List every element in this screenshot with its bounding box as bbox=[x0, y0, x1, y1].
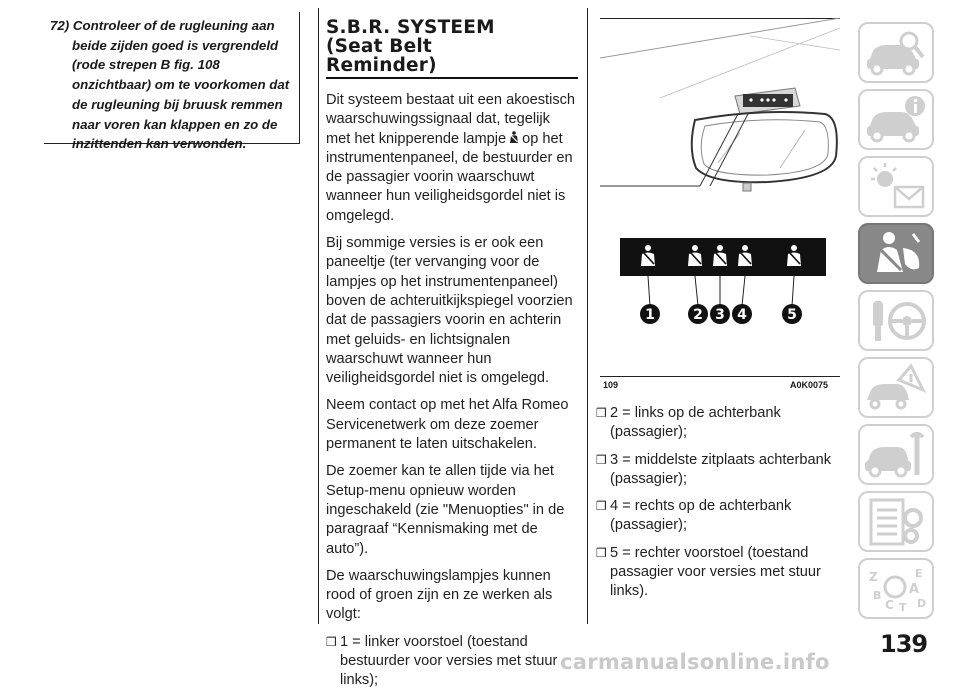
paragraph-intro bbox=[326, 91, 578, 226]
list-item bbox=[326, 633, 578, 691]
svg-text:C: C bbox=[885, 597, 894, 612]
list-item bbox=[596, 404, 846, 443]
list-item-text: 5 = rechter voorstoel (toestand passagier voor versies met stuur links). bbox=[610, 544, 821, 600]
right-column bbox=[596, 404, 846, 610]
list-item bbox=[596, 544, 846, 602]
callout-3: 3 bbox=[715, 307, 725, 323]
figure-code: A0K0075 bbox=[790, 380, 829, 390]
list-item-text: 2 = links op de achterbank (passagier); bbox=[610, 405, 781, 441]
bullet-icon: ❒ bbox=[596, 452, 607, 467]
callout-2: 2 bbox=[693, 307, 703, 323]
chapter-tab-car-info[interactable] bbox=[858, 89, 934, 150]
chapter-tab-car-service[interactable] bbox=[858, 424, 934, 485]
column-divider-right bbox=[587, 8, 588, 624]
section-title-line1: S.B.R. SYSTEEM bbox=[326, 17, 495, 38]
car-service-icon bbox=[863, 429, 929, 481]
svg-text:B: B bbox=[873, 588, 882, 602]
chapter-tab-key-steering[interactable] bbox=[858, 290, 934, 351]
specifications-icon bbox=[863, 496, 929, 548]
figure-bottom-rule bbox=[600, 376, 840, 377]
paragraph-setup: De zoemer kan te allen tijde via het Setup-menu opnieuw worden ingeschakeld (zie "Menuopties" in de paragraaf “Kennismaking met de auto”). bbox=[326, 463, 565, 557]
svg-text:T: T bbox=[899, 600, 907, 614]
callout-4: 4 bbox=[737, 307, 747, 323]
page-number: 139 bbox=[880, 630, 928, 658]
callout-group bbox=[640, 304, 802, 324]
chapter-tab-alphabetical-index[interactable] bbox=[858, 558, 934, 619]
chapter-tab-specifications[interactable] bbox=[858, 491, 934, 552]
seatbelt-reminder-figure bbox=[600, 18, 840, 394]
list-item bbox=[596, 451, 846, 490]
alphabetical-index-icon bbox=[863, 563, 929, 615]
svg-text:D: D bbox=[917, 596, 927, 610]
bullet-icon: ❒ bbox=[596, 499, 607, 514]
warning-lights-icon bbox=[863, 161, 929, 213]
callout-5: 5 bbox=[787, 307, 797, 323]
car-info-icon bbox=[863, 94, 929, 146]
svg-text:E: E bbox=[915, 566, 923, 580]
main-column bbox=[326, 18, 578, 699]
list-item-text: 1 = linker voorstoel (toestand bestuurder voor versies met stuur links); bbox=[340, 633, 558, 689]
section-title bbox=[326, 18, 578, 79]
seatbelt-airbag-icon bbox=[863, 228, 929, 280]
bullet-icon: ❒ bbox=[326, 634, 337, 649]
chapter-tab-seatbelt-airbag[interactable] bbox=[858, 223, 934, 284]
svg-text:A: A bbox=[909, 581, 920, 597]
list-item-text: 3 = middelste zitplaats achterbank (passagier); bbox=[610, 451, 832, 487]
paragraph-intro-part1: Dit systeem bestaat uit een akoestisch waarschuwingssignaal dat, tegelijk met het knipperende lampje bbox=[326, 92, 576, 147]
warning-note-text: 72) Controleer of de rugleuning aan beide zijden goed is vergrendeld (rode strepen B fig. 108 onzichtbaar) om te voorkomen dat de rugleuning bij bruusk remmen naar voren kan klappen en zo de inzittenden kan verwonden. bbox=[50, 18, 290, 152]
car-search-icon bbox=[863, 27, 929, 79]
chapter-tab-car-search[interactable] bbox=[858, 22, 934, 83]
figure-number: 109 bbox=[603, 380, 619, 390]
section-title-line3: Reminder) bbox=[326, 55, 437, 76]
callout-1: 1 bbox=[645, 307, 655, 323]
paragraph-panel: Bij sommige versies is er ook een paneeltje (ter vervanging voor de lampjes op het instrumentenpaneel) boven de achteruitkijkspiegel voorzien dat de passagiers voorin en achterin met geluids- en lichtsignalen waarschuwt wanneer hun veiligheidsgordel niet is omgelegd. bbox=[326, 235, 573, 387]
svg-text:Z: Z bbox=[869, 569, 878, 584]
chapter-sidebar bbox=[858, 22, 934, 625]
key-steering-icon bbox=[863, 295, 929, 347]
paragraph-service: Neem contact op met het Alfa Romeo Servicenetwerk om deze zoemer permanent te laten uitschakelen. bbox=[326, 397, 569, 453]
list-item-text: 4 = rechts op de achterbank (passagier); bbox=[610, 498, 792, 534]
seatbelt-warning-icon bbox=[508, 131, 520, 145]
list-item bbox=[596, 497, 846, 536]
warning-note-box bbox=[44, 12, 300, 152]
chapter-tab-warning-lights[interactable] bbox=[858, 156, 934, 217]
bullet-icon: ❒ bbox=[596, 545, 607, 560]
paragraph-lights: De waarschuwingslampjes kunnen rood of groen zijn en ze werken als volgt: bbox=[326, 567, 553, 623]
watermark: carmanualsonline.info bbox=[560, 650, 830, 674]
bullet-icon: ❒ bbox=[596, 406, 607, 420]
column-divider-left bbox=[318, 8, 319, 624]
car-crash-icon bbox=[863, 362, 929, 414]
section-title-line2: (Seat Belt bbox=[326, 36, 432, 57]
paragraph-intro-part2: op het instrumentenpaneel, de bestuurder en de passagier voorin waarschuwt wanneer hun veiligheidsgordel niet is omgelegd. bbox=[326, 130, 573, 224]
chapter-tab-car-crash[interactable] bbox=[858, 357, 934, 418]
